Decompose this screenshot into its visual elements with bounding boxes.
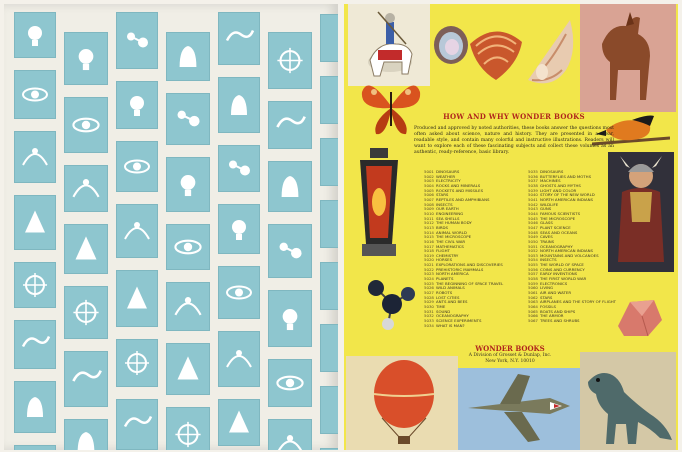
title-number: 5023 [424, 272, 434, 277]
title-number: 5015 [424, 235, 434, 240]
pattern-tile [218, 204, 260, 254]
title-number: 5017 [424, 244, 434, 249]
pattern-tile [166, 32, 210, 81]
pattern-tile [64, 351, 108, 407]
pattern-tile [218, 12, 260, 65]
pattern-tile [166, 343, 210, 395]
title-number: 5043 [528, 207, 538, 212]
title-name: COINS AND CURRENCY [540, 267, 585, 272]
title-number: 5045 [528, 216, 538, 221]
title-number: 5053 [528, 253, 538, 258]
title-number: 5063 [528, 300, 538, 305]
title-name: LIVING [540, 286, 554, 291]
title-number: 5012 [424, 221, 434, 226]
title-name: THE ARMOR [540, 314, 564, 319]
pattern-tile [116, 81, 158, 129]
title-number: 5006 [424, 193, 434, 198]
title-name: WILD ANIMALS [436, 286, 465, 291]
pattern-tile [14, 195, 56, 250]
title-number: 5010 [424, 211, 434, 216]
pattern-tile [218, 145, 260, 192]
title-name: MATHEMATICS [436, 244, 464, 249]
conch-shell-image [466, 24, 526, 82]
pattern-tile [218, 331, 260, 387]
title-number: 5044 [528, 211, 538, 216]
pattern-tile [116, 12, 158, 69]
pattern-tile [64, 286, 108, 339]
title-name: TREES AND SHRUBS [540, 319, 580, 323]
title-name: STORY OF THE NEW WORLD [540, 193, 595, 198]
title-name: NORTH AMERICA [436, 272, 469, 277]
publisher-block [440, 344, 580, 365]
title-name: WILDLIFE [540, 202, 559, 207]
pattern-tile [166, 407, 210, 450]
pattern-tile [268, 32, 312, 89]
series-description: Produced and approved by noted authorities, these books answer the questions most often asked about science, nature and history. They are presented in a clear, readable style, and contain many colorful and instructive illustrations. Readers will want to explore each of these fascinating subjects and collect these volumes as an authentic, ready-reference, basic library. [414, 126, 614, 155]
title-name: HORSES [436, 258, 453, 263]
pattern-tile [14, 262, 56, 308]
molecule-model-image [362, 274, 418, 332]
title-number: 5022 [424, 267, 434, 272]
title-number: 5051 [528, 244, 538, 249]
pattern-tile [14, 131, 56, 183]
colt-horse-image [580, 4, 676, 112]
pattern-tile [64, 224, 108, 274]
pattern-tile [268, 161, 312, 212]
title-name: REPTILES AND AMPHIBIANS [436, 197, 490, 202]
title-list-item [528, 319, 624, 324]
title-number: 5033 [424, 319, 434, 323]
title-name: FAMOUS SCIENTISTS [540, 211, 581, 216]
pattern-tile [116, 204, 158, 258]
spiral-shell-image [522, 10, 580, 100]
pattern-tile [320, 138, 338, 186]
title-number: 5041 [528, 197, 538, 202]
title-number: 5040 [528, 193, 538, 198]
pattern-tile [14, 70, 56, 119]
pattern-tile [14, 445, 56, 450]
pattern-tile [320, 448, 338, 450]
publisher-name: WONDER BOOKS [475, 344, 545, 353]
pattern-tile [166, 224, 210, 270]
title-number: 5067 [528, 319, 538, 323]
title-name: EXPLORATIONS AND DISCOVERIES [436, 263, 503, 268]
title-number: 5057 [528, 272, 538, 277]
title-number: 5032 [424, 314, 434, 319]
title-name: OCEANOGRAPHY [540, 244, 573, 249]
title-name: OUR EARTH [436, 207, 459, 212]
title-name: DINOSAURS [540, 170, 564, 174]
title-number: 5020 [424, 258, 434, 263]
title-number: 5064 [528, 305, 538, 310]
hot-air-balloon-image [346, 356, 458, 450]
title-name: THE FIRST WORLD WAR [540, 277, 587, 282]
title-number: 5024 [424, 277, 434, 282]
title-number: 5004 [424, 183, 434, 188]
title-name: LIGHT AND COLOR [540, 188, 577, 193]
title-name: PLANETS [436, 277, 454, 282]
title-number: 5009 [424, 207, 434, 212]
title-number: 5054 [528, 258, 538, 263]
pattern-tile [64, 97, 108, 153]
title-name: ANIMAL WORLD [436, 230, 467, 235]
title-name: LOST CITIES [436, 295, 460, 300]
title-name: THE HUMAN BODY [436, 221, 472, 226]
pattern-tile [116, 270, 158, 327]
pattern-tile [268, 101, 312, 149]
title-number: 5025 [424, 281, 434, 286]
title-number: 5029 [424, 300, 434, 305]
title-number: 5021 [424, 263, 434, 268]
title-name: ELECTRICITY [436, 179, 461, 184]
title-number: 5034 [424, 323, 434, 328]
pattern-tile [116, 141, 158, 192]
title-number: 5058 [528, 277, 538, 282]
info-block [414, 112, 617, 342]
pattern-tile [64, 32, 108, 85]
title-number: 5047 [528, 225, 538, 230]
title-name: DINOSAURS [436, 170, 460, 174]
title-name: MACHINES [540, 179, 561, 184]
title-name: FOSSILS [540, 305, 557, 310]
title-number: 5005 [424, 188, 434, 193]
pattern-tile [268, 419, 312, 450]
title-name: SCIENCE EXPERIMENTS [436, 319, 482, 323]
title-list [424, 170, 624, 338]
pattern-tile [268, 224, 312, 278]
title-number: 5066 [528, 314, 538, 319]
title-number: 5035 [528, 170, 538, 174]
pattern-tile [166, 282, 210, 331]
back-cover [344, 4, 678, 450]
pattern-tile [14, 381, 56, 433]
title-number: 5027 [424, 291, 434, 296]
title-number: 5046 [528, 221, 538, 226]
title-number: 5026 [424, 286, 434, 291]
title-name: BOATS AND SHIPS [540, 309, 576, 314]
pattern-tile [64, 419, 108, 450]
title-number: 5055 [528, 263, 538, 268]
title-name: GHOSTS AND MYTHS [540, 183, 581, 188]
title-number: 5052 [528, 249, 538, 254]
title-number: 5008 [424, 202, 434, 207]
title-name: ROBOTS [436, 291, 453, 296]
title-name: PLANT SCIENCE [540, 225, 571, 230]
pattern-tile [320, 262, 338, 310]
title-name: ENGINEERING [436, 211, 464, 216]
title-number: 5011 [424, 216, 434, 221]
title-name: ANTS AND BEES [436, 300, 468, 305]
pattern-tile [14, 12, 56, 58]
title-number: 5007 [424, 197, 434, 202]
title-number: 5013 [424, 225, 434, 230]
title-name: THE BEGINNING OF SPACE TRAVEL [436, 281, 504, 286]
title-number: 5065 [528, 309, 538, 314]
title-name: EARLY INVENTIONS [540, 272, 578, 277]
title-name: CAVES [540, 235, 553, 240]
title-number: 5056 [528, 267, 538, 272]
pattern-tile [320, 386, 338, 434]
pattern-tile [268, 290, 312, 347]
title-number: 5030 [424, 305, 434, 310]
title-number: 5036 [528, 174, 538, 179]
title-name: GUNS [540, 207, 552, 212]
title-name: THE MICROSCOPE [436, 235, 472, 240]
title-name: WHAT IS MAN? [436, 323, 465, 328]
title-number: 5061 [528, 291, 538, 296]
title-list-item [424, 324, 520, 329]
title-number: 5049 [528, 235, 538, 240]
title-name: PREHISTORIC MAMMALS [436, 267, 484, 272]
series-heading: HOW AND WHY WONDER BOOKS [443, 112, 585, 121]
title-name: WEATHER [436, 174, 456, 179]
pattern-tile [116, 399, 158, 450]
title-name: CHEMISTRY [436, 253, 459, 258]
title-name: GLASS [540, 221, 553, 226]
pattern-tile [218, 399, 260, 446]
title-name: SEA SHELLS [436, 216, 460, 221]
pattern-tile [116, 339, 158, 387]
title-number: 5019 [424, 253, 434, 258]
pattern-tile [218, 266, 260, 319]
title-number: 5018 [424, 249, 434, 254]
dinosaur-image [580, 352, 676, 450]
pattern-tile [166, 157, 210, 212]
title-name: MOUNTAINS AND VOLCANOES [540, 253, 599, 258]
pattern-tile [320, 76, 338, 124]
title-number: 5062 [528, 295, 538, 300]
title-name: TRAINS [540, 239, 555, 244]
title-name: BIRDS [436, 225, 448, 230]
title-number: 5028 [424, 295, 434, 300]
title-number: 5016 [424, 239, 434, 244]
pattern-tile [268, 359, 312, 407]
title-name: AIR AND WATER [540, 291, 572, 296]
title-name: THE CIVIL WAR [436, 239, 466, 244]
title-name: ROCKS AND MINERALS [436, 183, 481, 188]
title-number: 5060 [528, 286, 538, 291]
pattern-tile [320, 324, 338, 372]
title-number: 5059 [528, 281, 538, 286]
fighter-plane-image [458, 368, 580, 450]
title-name: NORTH AMERICAN INDIANS [540, 249, 594, 254]
title-number: 5003 [424, 179, 434, 184]
title-name: ROCKETS AND MISSILES [436, 188, 484, 193]
pattern-tile [218, 77, 260, 133]
title-number: 5001 [424, 170, 434, 174]
title-name: SEAS AND OCEANS [540, 230, 578, 235]
title-number: 5002 [424, 174, 434, 179]
title-name: STARS [436, 193, 449, 198]
pattern-tile [14, 320, 56, 369]
title-number: 5014 [424, 230, 434, 235]
title-number: 5038 [528, 183, 538, 188]
title-number: 5037 [528, 179, 538, 184]
title-number: 5050 [528, 239, 538, 244]
publisher-division: A Division of Grosset & Dunlap, Inc. [468, 353, 552, 358]
title-number: 5048 [528, 230, 538, 235]
title-name: STARS [540, 295, 553, 300]
title-name: INSECTS [436, 202, 453, 207]
title-name: NORTH AMERICAN INDIANS [540, 197, 594, 202]
title-name: BUTTERFLIES AND MOTHS [540, 174, 592, 179]
inside-cover-tile-pattern [4, 4, 338, 450]
title-name: OCEANOGRAPHY [436, 314, 469, 319]
title-name: AIRPLANES AND THE STORY OF FLIGHT [540, 300, 617, 305]
pattern-tile [320, 200, 338, 248]
pattern-tile [166, 93, 210, 145]
title-name: FLIGHT [436, 249, 450, 254]
title-name: ELECTRONICS [540, 281, 568, 286]
abalone-shell-image [432, 24, 470, 66]
title-name: THE WORLD OF SPACE [540, 263, 584, 268]
title-name: TIME [436, 305, 446, 310]
pattern-tile [320, 14, 338, 62]
pattern-tile [64, 165, 108, 212]
title-number: 5031 [424, 309, 434, 314]
title-number: 5039 [528, 188, 538, 193]
title-name: SOUND [436, 309, 451, 314]
title-name: THE MICROSCOPE [540, 216, 576, 221]
title-number: 5042 [528, 202, 538, 207]
title-name: INSECTS [540, 258, 557, 263]
publisher-address: New York, N.Y. 10010 [485, 359, 535, 364]
lantern-lamp-image [348, 144, 410, 270]
